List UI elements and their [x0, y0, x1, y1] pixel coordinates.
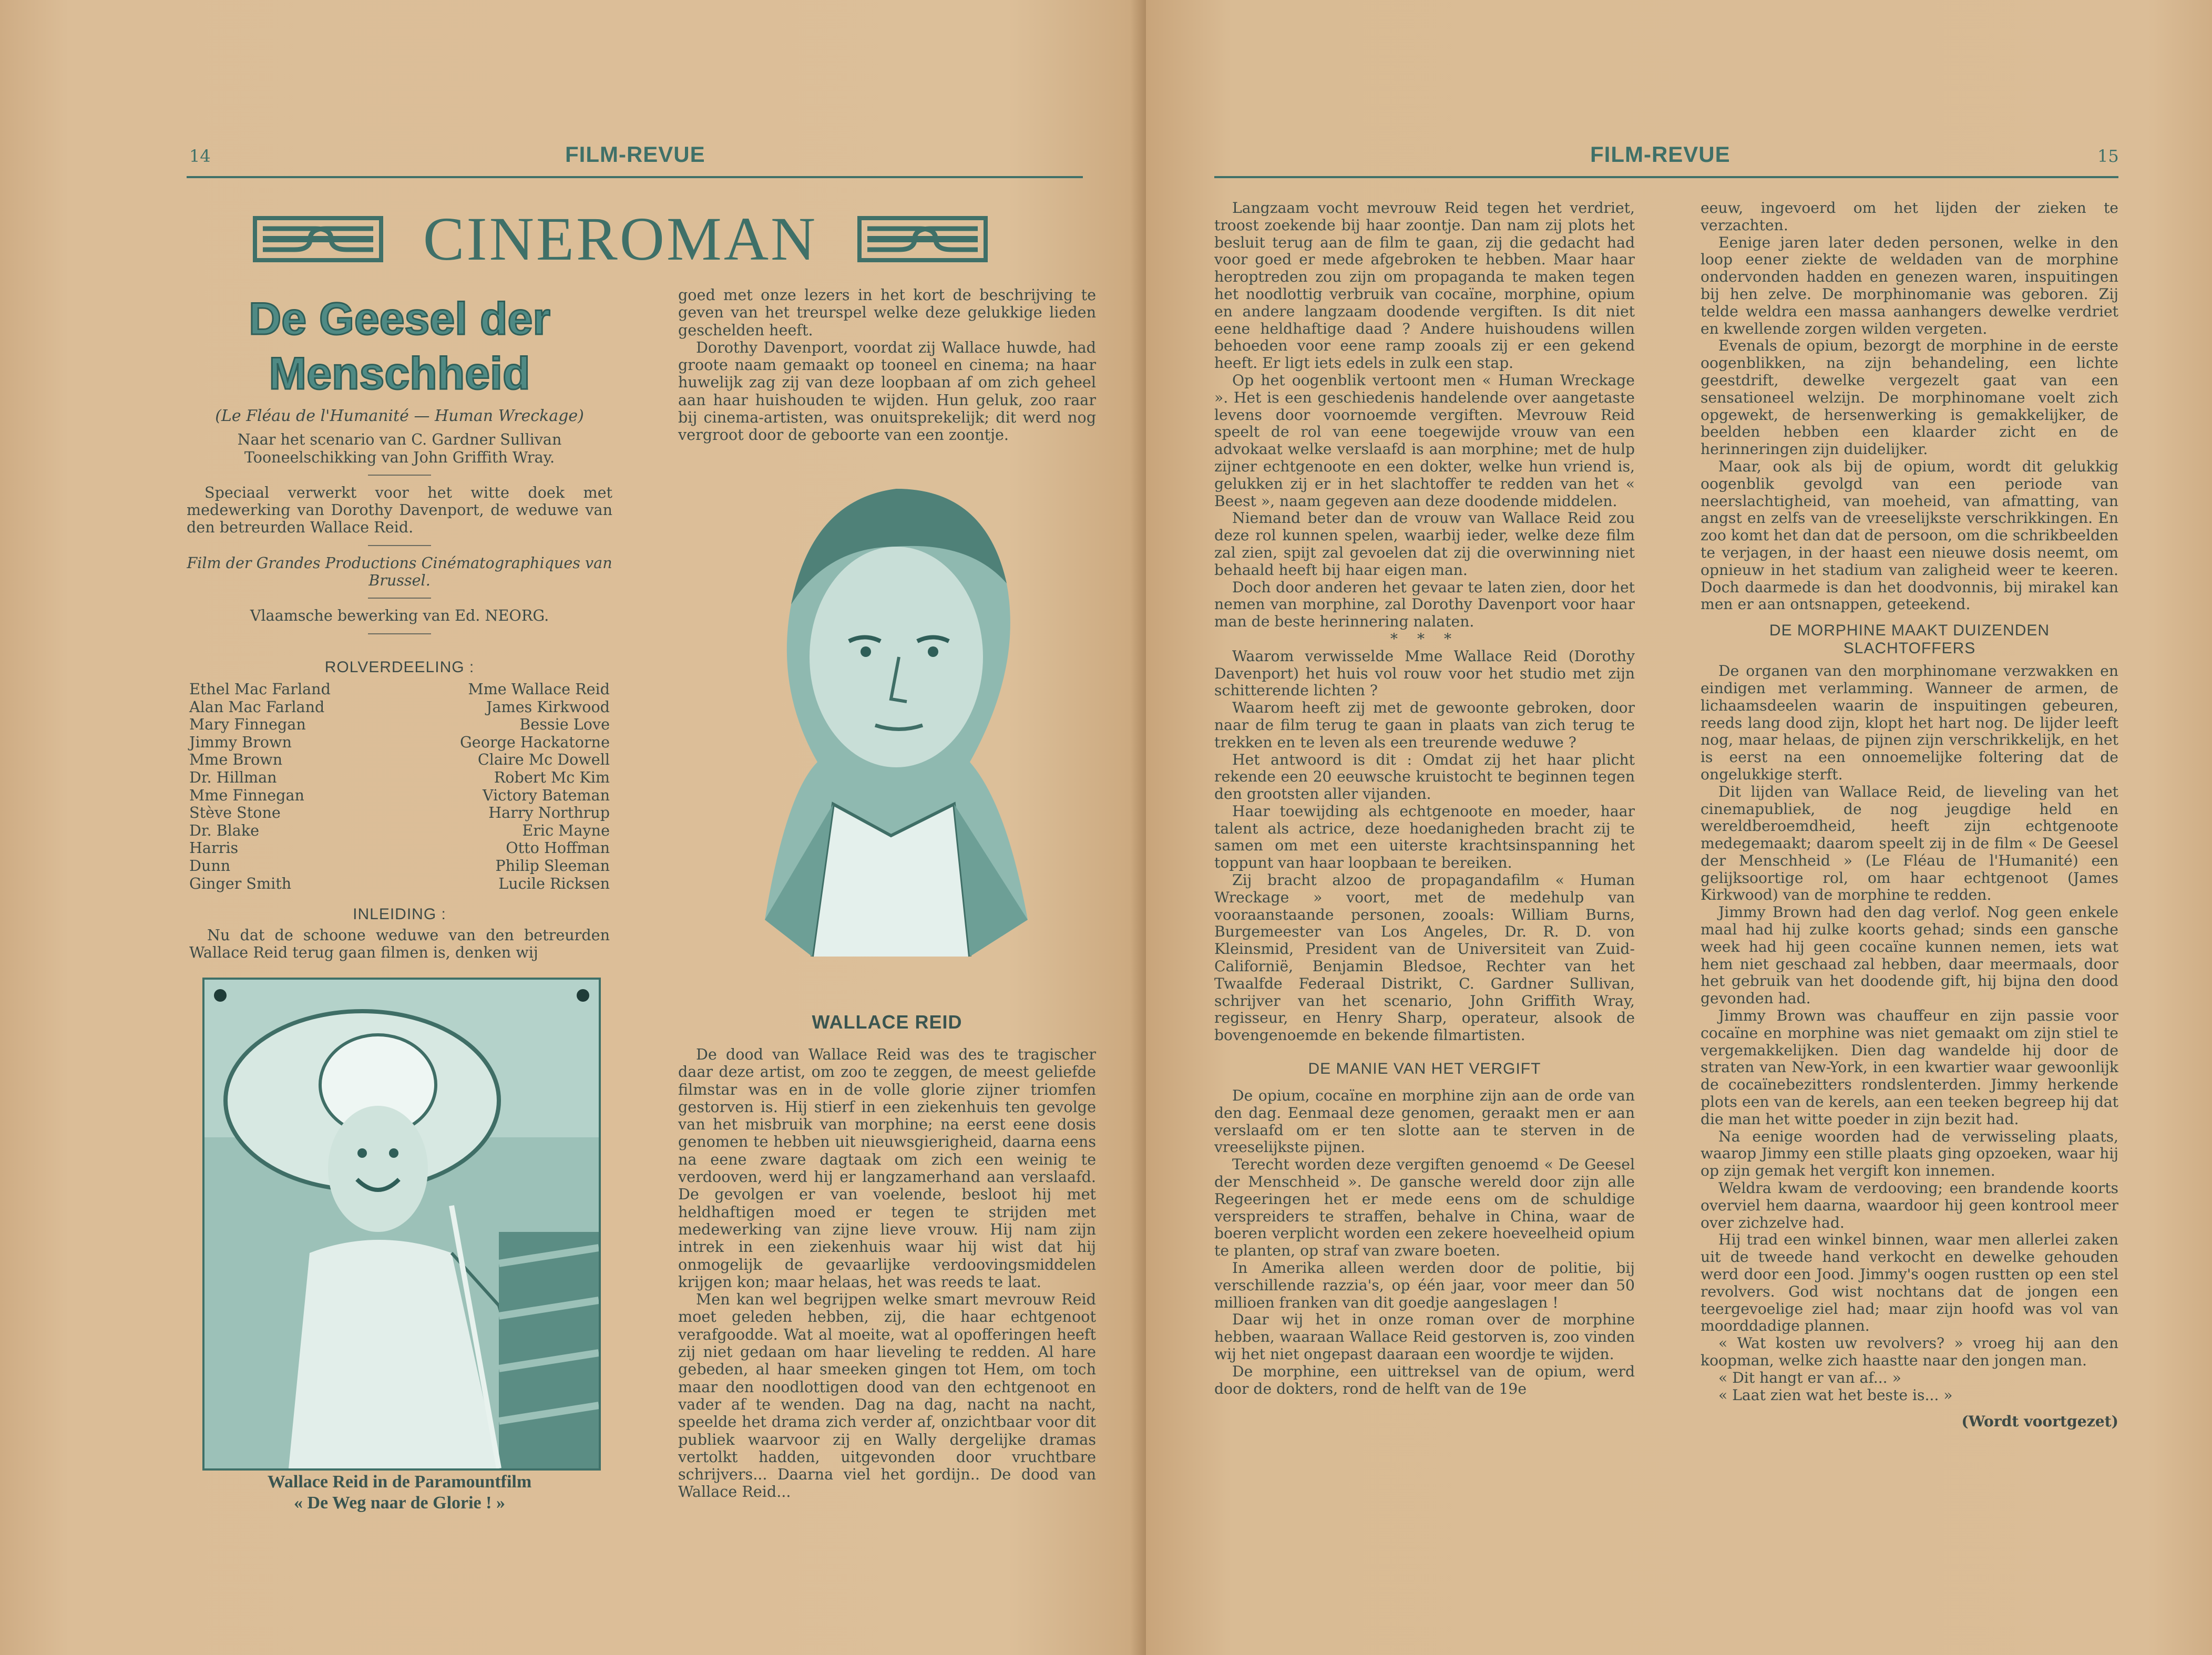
- intro-paragraph: Nu dat de schoone weduwe van den betreurden Wallace Reid terug gaan filmen is, denken wij: [189, 926, 610, 962]
- caption-line: « De Weg naar de Glorie ! »: [294, 1493, 505, 1513]
- ornament-left-icon: [252, 213, 384, 265]
- cast-role: Ethel Mac Farland: [189, 680, 331, 698]
- cast-row: [189, 698, 610, 716]
- paragraph: Waarom heeft zij met de gewoonte gebroken, door naar de film terug te gaan in plaats van zich terug te trekken en te leven als een treurende weduwe ?: [1214, 699, 1635, 751]
- paragraph: Maar, ook als bij de opium, wordt dit gelukkig oogenblik gevolgd van een periode van neerslachtigheid, van moeheid, van afmatting, van angst en zelfs van de vreeselijkste verschrikkingen. En zoo komt het dan dat de persoon, om die schrikbeelden te verjagen, in der haast een nieuwe dosis neemt, om opnieuw in het stadium van zaligheid weer te keeren. Doch daarmede is dan het doodvonnis, bij mirakel kan men er aan ontsnappen, geteekend.: [1701, 457, 2118, 613]
- cast-actor: Harry Northrup: [488, 804, 610, 822]
- paragraph: Niemand beter dan de vrouw van Wallace Reid zou deze rol kunnen spelen, waarbij ieder, welke deze film zal zien, spijt zal gevoelen dat zij die overwinning niet behaald heeft bij haar eigen man.: [1214, 509, 1635, 579]
- dedication: Speciaal verwerkt voor het witte doek met medewerking van Dorothy Davenport, de weduwe van den betreurden Wallace Reid.: [187, 483, 612, 537]
- paragraph: Weldra kwam de verdooving; een brandende koorts overviel hem daarna, waardoor hij geen kontrool meer over zichzelve had.: [1701, 1179, 2118, 1231]
- cast-row: [189, 716, 610, 734]
- portrait-wallace-reid: [723, 468, 1059, 988]
- paragraph: De opium, cocaïne en morphine zijn aan de orde van den dag. Eenmaal deze genomen, geraakt men er aan verslaafd om er ten slotte aan te sterven in de vreeselijkste pijnen.: [1214, 1087, 1635, 1156]
- paragraph: De organen van den morphinomane verzwakken en eindigen met verlamming. Wanneer de armen, de lichaamsdeelen waarin de inspuitingen gebeuren, reeds lang dood zijn, klopt het hart nog. De lijder leeft nog, maar helaas, de pijnen zijn verschrikkelijk, en het is eerst na een onnoemelijke foltering dat de ongelukkige sterft.: [1701, 662, 2118, 783]
- cast-role: Mme Finnegan: [189, 786, 304, 804]
- cast-list: [189, 681, 610, 892]
- left-col2-top: [678, 286, 1096, 444]
- paragraph: Langzaam vocht mevrouw Reid tegen het verdriet, troost zoekende bij haar zoontje. Dan nam zij plots het besluit terug aan de film te gaan, zij die gedacht had voor goed er mede afgebroken te hebben. Maar haar heroptreden zou zijn om propaganda te maken tegen het noodlottig verbruik van cocaïne, morphine, opium en andere langzaam doodende vergiften. Is dit niet eene heldhaftige daad ? Andere huishoudens willen behoeden voor eene ramp zooals zij er een gekend heeft. Er ligt iets edels in zulk een stap.: [1214, 199, 1635, 372]
- cast-actor: Lucile Ricksen: [498, 874, 610, 892]
- section-title: CINEROMAN: [423, 204, 818, 273]
- portrait-caption: WALLACE REID: [812, 1011, 962, 1033]
- cast-row: [189, 839, 610, 857]
- paragraph: De morphine, een uittreksel van de opium, werd door de dokters, rond de helft van de 19e: [1214, 1362, 1635, 1397]
- paragraph: goed met onze lezers in het kort de beschrijving te geven van het treurspel welke deze gelukkige lieden geschelden heeft.: [678, 286, 1096, 339]
- paragraph: « Laat zien wat het beste is... »: [1718, 1386, 1953, 1404]
- cast-row: [189, 804, 610, 822]
- paragraph: Jimmy Brown had den dag verlof. Nog geen enkele maal had hij zulke koorts gehad; sinds een gansche week had hij geen cocaïne kunnen nemen, iets wat hem niet geschaad zal hebben, daar meermaals, door het gebruik van het doodende gift, hij bijna den dood gevonden had.: [1701, 903, 2118, 1008]
- paragraph: In Amerika alleen werden door de politie, bij verschillende razzia's, op één jaar, voor meer dan 50 millioen franken van dit goedje aangeslagen !: [1214, 1259, 1635, 1311]
- heading-mania: DE MANIE VAN HET VERGIFT: [1308, 1060, 1541, 1078]
- paragraph: Haar toewijding als echtgenoote en moeder, haar talent als actrice, deze hoedanigheden bracht zij te samen om met een uiterste krachtsinspanning het toppunt van haar loopbaan te bereiken.: [1214, 802, 1635, 872]
- paragraph: Zij bracht alzoo de propagandafilm « Human Wreckage » voort, met de medehulp van vooraanstaande personen, zooals: William Burns, Burgemeester van Los Angeles, Dr. R. D. von Kleinsmid, President van de Universiteit van Zuid-Californië, Benjamin Bledsoe, Rechter van het Twaalfde Federaal Distrikt, C. Gardner Sullivan, schrijver van het scenario, John Griffith Wray, regisseur, en Henry Sharp, operateur, alsook de bovengenoemde en bekende filmartisten.: [1214, 871, 1635, 1044]
- intro-block: [189, 901, 610, 962]
- paragraph: Op het oogenblik vertoont men « Human Wreckage ». Het is een geschiedenis handelende over aangetaste levens door voornoemde vergiften. Mevrouw Reid speelt de rol van eene toegewijde vrouw van een advokaat welke verslaafd is aan morphine; met de hulp zijner echtgenoote en een dokter, welke hun vriend is, gelukken zij er in het slachtoffer te redden van het « Beest », naam gegeven aan deze doodende middelen.: [1214, 371, 1635, 510]
- paragraph: Terecht worden deze vergiften genoemd « De Geesel der Menschheid ». De gansche wereld door zijn alle Regeeringen het er mede eens om de schuldige verspreiders te straffen, behalve in China, waar de boeren verplicht worden een zekere hoeveelheid opium te planten, op straf van zware boeten.: [1214, 1156, 1635, 1260]
- paragraph: eeuw, ingevoerd om het lijden der zieken te verzachten.: [1701, 199, 2118, 234]
- ornament-right-icon: [857, 213, 988, 265]
- caption-line: Wallace Reid in de Paramountfilm: [267, 1472, 532, 1492]
- page-number-right: 15: [2097, 146, 2119, 166]
- cast-role: Ginger Smith: [189, 874, 292, 892]
- cast-actor: Robert Mc Kim: [494, 768, 610, 786]
- cast-role: Dr. Blake: [189, 821, 260, 839]
- paragraph: Waarom verwisselde Mme Wallace Reid (Dorothy Davenport) het huis vol rouw voor het studio met zijn schitterende lichten ?: [1214, 647, 1635, 700]
- running-head-right: FILM-REVUE: [1590, 142, 1730, 167]
- paragraph: Evenals de opium, bezorgt de morphine in de eerste oogenblikken, na zijn behandeling, een lichte geestdrift, dewelke vergezelt gaat van een sensationeel welzijn. De morphinomane voelt zich opgewekt, de hersenwerking is gemakkelijker, de beelden hebben een klaarder zicht en de herinneringen zijn duidelijker.: [1701, 337, 2118, 458]
- cast-actor: James Kirkwood: [486, 697, 610, 716]
- portrait-image: [723, 468, 1059, 988]
- story-title: De Geesel der Menschheid: [249, 294, 550, 399]
- paragraph: Dorothy Davenport, voordat zij Wallace huwde, had groote naam gemaakt op tooneel en cinema; na haar huwelijk zag zij van deze loopbaan af om zich geheel aan haar huishouden te wijden. Hun geluk, zoo raar bij cinema-artisten, was onuitsprekelijk; dit werd nog vergroot door de geboorte van een zoontje.: [678, 338, 1096, 444]
- paragraph: « Wat kosten uw revolvers? » vroeg hij aan den koopman, welke zich haastte naar den jongen man.: [1701, 1334, 2118, 1369]
- cast-actor: Philip Sleeman: [495, 856, 610, 875]
- credits-block: [187, 407, 612, 643]
- page-number-left: 14: [189, 146, 211, 166]
- cast-row: [189, 751, 610, 769]
- cast-row: [189, 769, 610, 787]
- cast-row: [189, 787, 610, 805]
- header-rule-right: [1214, 176, 2118, 178]
- cast-actor: Bessie Love: [519, 715, 610, 734]
- right-col1: [1214, 200, 1635, 1397]
- divider: [368, 545, 431, 546]
- sombrero-photo-image: [204, 980, 599, 1468]
- cast-row: [189, 857, 610, 875]
- running-head-left: FILM-REVUE: [565, 142, 705, 167]
- cast-row: [189, 822, 610, 840]
- production: Film der Grandes Productions Cinématographiques van Brussel.: [187, 553, 612, 590]
- page-right: [1146, 0, 2212, 1655]
- paragraph: De dood van Wallace Reid was des te tragischer daar deze artist, om zoo te zeggen, de meest geliefde filmstar was en in de volle glorie zijner triomfen gestorven is. Hij stierf in een ziekenhuis ten gevolge van het misbruik van morphine; na eerst eene dosis genomen te hebben uit nieuwsgierigheid, daarna eens na eene zware dagtaak om zich een weinig te verdooven, werd hij er langzamerhand aan verslaafd. De gevolgen er van voelende, besloot hij met heldhaftigen moed er tegen te strijden met medewerking van zijne lieve vrouw. Hij nam zijn intrek in een ziekenhuis waar hij wist dat hij onmogelijk de gevaarlijke verdoovingsmiddelen krijgen kon; maar helaas, het was reeds te laat.: [678, 1045, 1096, 1291]
- paragraph: Het antwoord is dit : Omdat zij het haar plicht rekende een 20 eeuwsche kruistocht te beginnen tegen den grootsten aller vijanden.: [1214, 751, 1635, 803]
- photo-wallace-sombrero: [202, 978, 601, 1471]
- cast-role: Dr. Hillman: [189, 768, 277, 786]
- cast-actor: Mme Wallace Reid: [468, 680, 610, 698]
- heading-victims: DE MORPHINE MAAKT DUIZENDEN SLACHTOFFERS: [1769, 622, 2050, 657]
- cast-heading: ROLVERDEELING :: [324, 659, 475, 676]
- credit-scenario: Naar het scenario van C. Gardner Sullivan: [237, 430, 562, 449]
- cast-row: [189, 681, 610, 698]
- cast-role: Stève Stone: [189, 804, 281, 822]
- cast-actor: Eric Mayne: [522, 821, 610, 839]
- paragraph: Jimmy Brown was chauffeur en zijn passie voor cocaïne en morphine was niet gemaakt om zijn stiel te vergemakkelijken. Dien dag wandelde hij door de straten van New-York, in een kwartier waar gewoonlijk de cocaïnebezitters rondslenterden. Jimmy herkende plots een van de kerels, aan een teeken begreep hij dat die man het witte poeder in zijn bezit had.: [1701, 1007, 2118, 1128]
- paragraph: « Dit hangt er van af... »: [1718, 1369, 1901, 1386]
- paragraph: Daar wij het in onze roman over de morphine hebben, waaraan Wallace Reid gestorven is, zoo vinden wij het niet ongepast daaraan een woordje te wijden.: [1214, 1311, 1635, 1363]
- cast-role: Mme Brown: [189, 751, 283, 769]
- paragraph: Men kan wel begrijpen welke smart mevrouw Reid moet geleden hebben, zij, die haar echtgenoot verafgoodde. Wat al moeite, wat al opofferingen heeft zij niet gedaan om haar lieveling te redden. Al hare gebeden, al haar smeeken gingen tot Hem, om toch maar den noodlottigen dood van den echtgenoot en vader af te wenden. Dag na dag, nacht na nacht, speelde het drama zich verder af, onzichtbaar voor dit publiek waarvoor zij en Wally dergelijke dramas vertolkt hadden, uitgevonden door vruchtbare schrijvers... Daarna viel het gordijn.. De dood van Wallace Reid...: [678, 1290, 1096, 1501]
- paragraph: Eenige jaren later deden personen, welke in den loop eener ziekte de weldaden van de morphine ondervonden hadden en genezen waren, inspuitingen bij hen zelve. De morphinomanie was geboren. Zij telde weldra een massa aanhangers dewelke verdriet en kwellende zorgen wilden vergeten.: [1701, 233, 2118, 337]
- cast-row: [189, 734, 610, 752]
- paragraph: Dit lijden van Wallace Reid, de lieveling van het cinemapubliek, de nog jeugdige held en wereldberoemdheid, heeft zijn echtgenoote medegemaakt; daarom speelt zij in de film « De Geesel der Menschheid » (Le Fléau de l'Humanité) een gelijksoortige rol, om haar echtgenoot (James Kirkwood) van de morphine te redden.: [1701, 783, 2118, 904]
- cast-role: Harris: [189, 839, 239, 857]
- cast-role: Alan Mac Farland: [189, 697, 325, 716]
- right-col2: [1701, 200, 2118, 1431]
- cast-actor: George Hackatorne: [459, 733, 610, 751]
- cast-actor: Claire Mc Dowell: [477, 751, 610, 769]
- cast-role: Jimmy Brown: [189, 733, 292, 751]
- adaptation: Vlaamsche bewerking van Ed. NEORG.: [250, 607, 549, 625]
- continued-note: (Wordt voortgezet): [1961, 1413, 2118, 1431]
- cast-actor: Otto Hoffman: [506, 839, 610, 857]
- cast-actor: Victory Bateman: [483, 786, 610, 804]
- photo-caption: [189, 1472, 610, 1514]
- paragraph: Na eenige woorden had de verwisseling plaats, waarop Jimmy een stille plaats ging opzoeken, waar hij op zijn gemak het vergift kon innemen.: [1701, 1127, 2118, 1180]
- divider: [368, 475, 431, 476]
- divider: [368, 633, 431, 634]
- paragraph: Hij trad een winkel binnen, waar men allerlei zaken uit de tweede hand verkocht en dewelke gehouden werd door een Jood. Jimmy's oogen rustten op een stel revolvers. God wist nochtans dat de jongen een teergevoelige ziel had; maar zijn hoofd was vol van moorddadige plannen.: [1701, 1231, 2118, 1335]
- cast-role: Mary Finnegan: [189, 715, 306, 734]
- alt-titles: (Le Fléau de l'Humanité — Human Wreckage): [215, 407, 584, 425]
- intro-heading: INLEIDING :: [353, 906, 446, 923]
- left-col2-body: [678, 1046, 1096, 1501]
- section-banner: [247, 202, 994, 276]
- separator: * * *: [1390, 630, 1459, 647]
- credit-direction: Tooneelschikking van John Griffith Wray.: [244, 448, 555, 466]
- cast-role: Dunn: [189, 856, 231, 875]
- divider: [368, 598, 431, 599]
- cast-row: [189, 875, 610, 893]
- header-rule-left: [187, 176, 1083, 178]
- paragraph: Doch door anderen het gevaar te laten zien, door het nemen van morphine, zal Dorothy Davenport voor haar man de beste herinnering nalaten.: [1214, 578, 1635, 631]
